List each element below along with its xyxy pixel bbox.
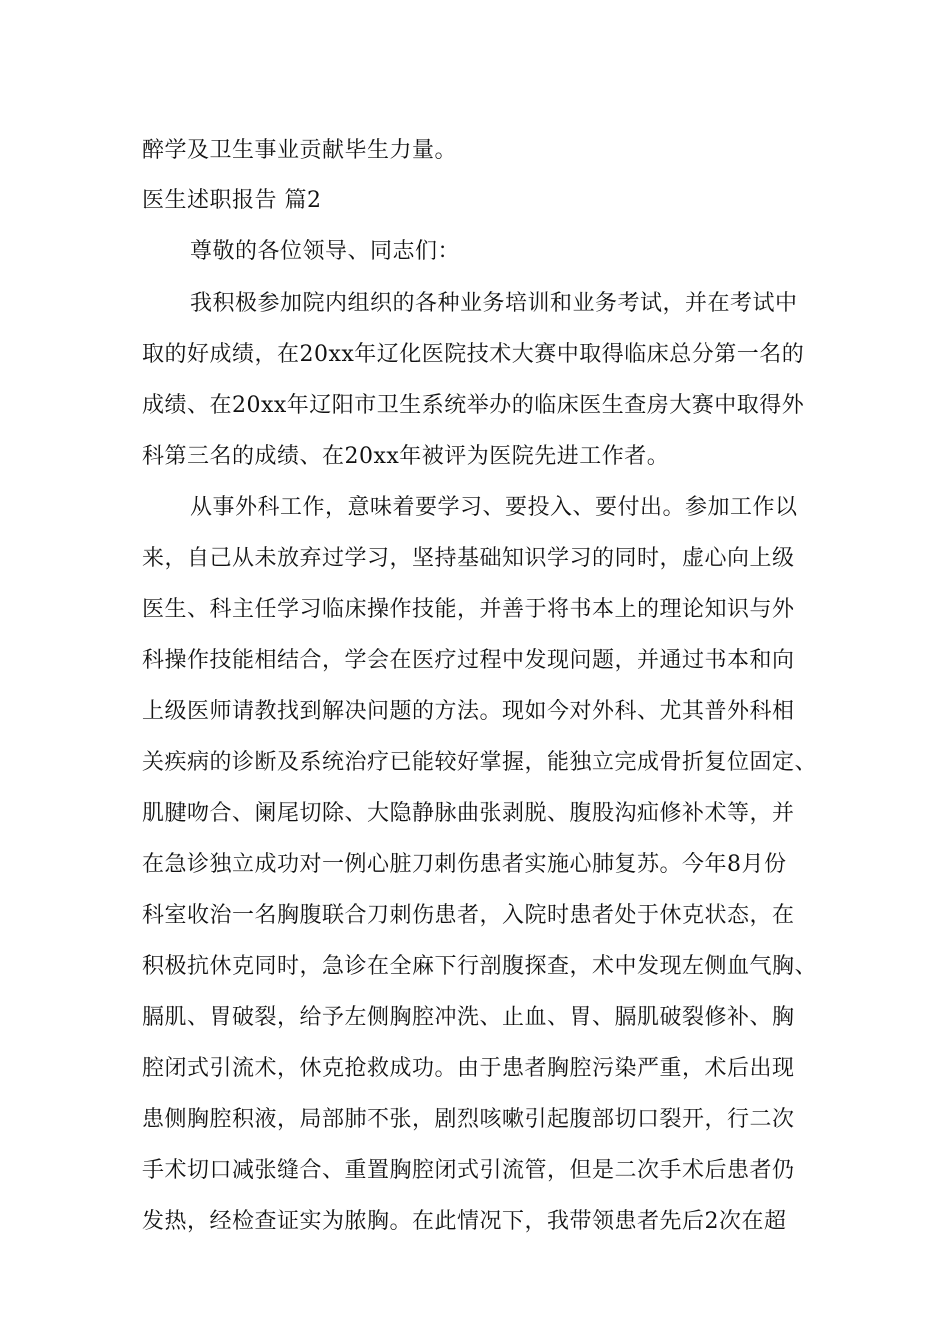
text-line: 医生、科主任学习临床操作技能，并善于将书本上的理论知识与外	[142, 597, 795, 622]
text-line: 手术切口减张缝合、重置胸腔闭式引流管，但是二次手术后患者仍	[142, 1158, 795, 1183]
text-line: 科室收治一名胸腹联合刀刺伤患者，入院时患者处于休克状态，在	[142, 903, 795, 928]
text-line: 肌腱吻合、阑尾切除、大隐静脉曲张剥脱、腹股沟疝修补术等，并	[142, 801, 795, 826]
text-line: 醉学及卫生事业贡献毕生力量。	[142, 138, 458, 163]
section-heading: 医生述职报告 篇2	[142, 188, 322, 213]
text-line: 我积极参加院内组织的各种业务培训和业务考试，并在考试中	[190, 291, 798, 316]
text-line: 膈肌、胃破裂，给予左侧胸腔冲洗、止血、胃、膈肌破裂修补、胸	[142, 1005, 795, 1030]
text-line: 成绩、在20xx年辽阳市卫生系统举办的临床医生查房大赛中取得外	[142, 393, 805, 418]
text-line: 从事外科工作，意味着要学习、要投入、要付出。参加工作以	[190, 495, 798, 520]
text-line: 科第三名的成绩、在20xx年被评为医院先进工作者。	[142, 444, 670, 469]
text-line: 积极抗休克同时，急诊在全麻下行剖腹探查，术中发现左侧血气胸、	[142, 954, 818, 979]
text-line: 取的好成绩，在20xx年辽化医院技术大赛中取得临床总分第一名的	[142, 342, 805, 367]
salutation: 尊敬的各位领导、同志们：	[190, 239, 461, 264]
text-line: 腔闭式引流术，休克抢救成功。由于患者胸腔污染严重，术后出现	[142, 1056, 795, 1081]
text-line: 科操作技能相结合，学会在医疗过程中发现问题，并通过书本和向	[142, 648, 795, 673]
text-line: 关疾病的诊断及系统治疗已能较好掌握，能独立完成骨折复位固定、	[142, 750, 818, 775]
text-line: 患侧胸腔积液，局部肺不张，剧烈咳嗽引起腹部切口裂开，行二次	[142, 1107, 795, 1132]
text-line: 来，自己从未放弃过学习，坚持基础知识学习的同时，虚心向上级	[142, 546, 795, 571]
text-line: 发热，经检查证实为脓胸。在此情况下，我带领患者先后2次在超	[142, 1209, 787, 1234]
text-line: 上级医师请教找到解决问题的方法。现如今对外科、尤其普外科相	[142, 699, 795, 724]
text-line: 在急诊独立成功对一例心脏刀刺伤患者实施心肺复苏。今年8月份	[142, 852, 787, 877]
